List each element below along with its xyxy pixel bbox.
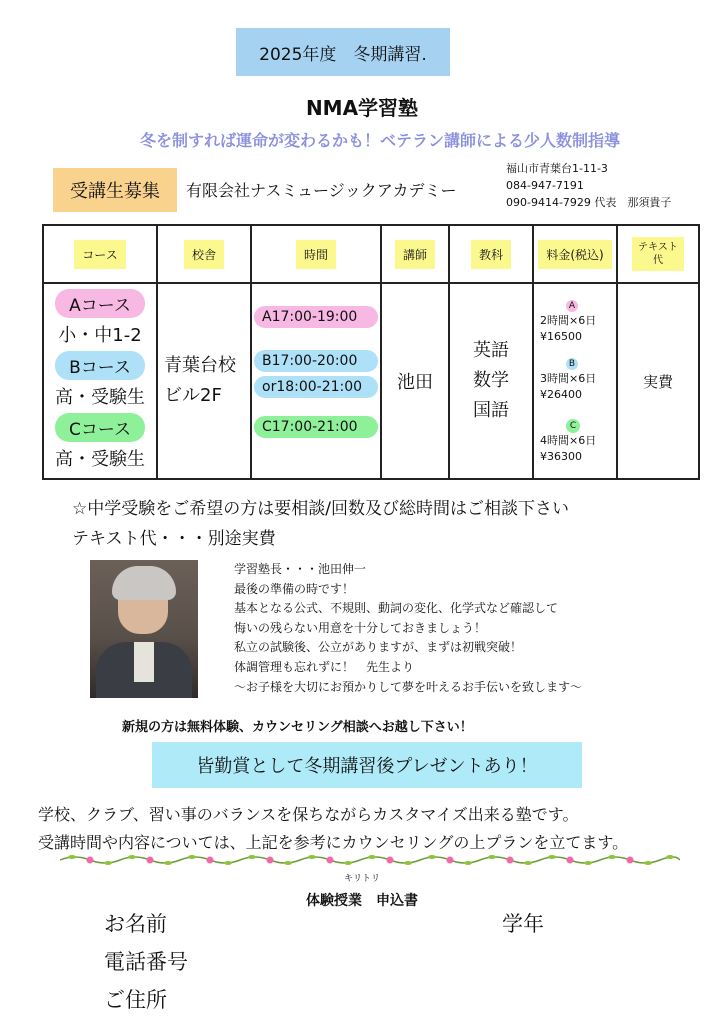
flower-vine-divider	[60, 852, 680, 868]
course-c-target: 高・受験生	[55, 449, 145, 470]
header-time	[251, 225, 381, 283]
award-text: 皆勤賞として冬期講習後プレゼントあり！	[196, 756, 538, 777]
header-campus-label: 校舎	[184, 240, 224, 269]
form-name-label: お名前	[104, 912, 167, 936]
textbook-cost-cell: 実費	[617, 283, 699, 479]
school-name: NMA学習塾	[305, 96, 419, 120]
table-header-row	[43, 225, 699, 283]
message-line: 体調管理も忘れずに！ 先生より	[234, 659, 415, 674]
contact-phone-2: 090-9414-7929 代表 那須貴子	[506, 196, 672, 209]
photo-hair-shape	[112, 566, 176, 600]
fee-b	[540, 355, 616, 403]
header-time-label: 時間	[296, 240, 336, 269]
company-name: 有限会社ナスミュージックアカデミー	[186, 181, 457, 200]
textbook-note: テキスト代・・・別途実費	[72, 529, 276, 549]
course-b-target: 高・受験生	[55, 387, 145, 408]
free-trial-note: 新規の方は無料体験、カウンセリング相談へお越し下さい！	[122, 720, 473, 735]
message-line: 学習塾長・・・池田伸一	[234, 562, 367, 576]
recruit-label: 受講生募集	[70, 181, 160, 202]
fee-a-mark: A	[566, 300, 578, 312]
campus-cell	[157, 283, 251, 479]
fee-b-price: ¥26400	[540, 388, 582, 401]
fee-c	[540, 417, 616, 465]
header-teacher	[381, 225, 449, 283]
fee-c-price: ¥36300	[540, 450, 582, 463]
teacher-cell: 池田	[381, 283, 449, 479]
message-line: 悔いの残らない用意を十分しておきましょう！	[234, 620, 487, 635]
term-title: 2025年度 冬期講習.	[259, 44, 427, 65]
fee-b-hours: 3時間×6日	[540, 372, 597, 385]
contact-address: 福山市青葉台1-11-3	[506, 162, 608, 175]
description-line-1: 学校、クラブ、習い事のバランスを保ちながらカスタマイズ出来る塾です。	[38, 805, 579, 824]
message-line: 基本となる公式、不規則、動詞の変化、化学式など確認して	[234, 601, 559, 616]
header-course	[43, 225, 157, 283]
header-fee	[533, 225, 617, 283]
message-line: 〜お子様を大切にお預かりして夢を叶えるお手伝いを致します〜	[234, 679, 583, 694]
course-list	[43, 283, 157, 479]
campus-line2: ビル2F	[164, 385, 222, 406]
term-title-box	[236, 28, 450, 76]
message-line: 最後の準備の時です！	[234, 581, 355, 596]
time-cell	[251, 283, 381, 479]
form-phone-label: 電話番号	[104, 950, 188, 974]
exam-consult-note: ☆中学受験をご希望の方は要相談/回数及び総時間はご相談下さい	[72, 499, 569, 519]
form-grade-label: 学年	[502, 912, 544, 936]
table-row	[43, 283, 699, 479]
principal-message	[234, 560, 582, 697]
course-c-name: Cコース	[55, 413, 145, 442]
subject-math: 数学	[473, 370, 509, 391]
principal-photo	[90, 560, 198, 698]
header-fee-label: 料金(税込)	[538, 240, 611, 269]
fee-b-mark: B	[566, 358, 578, 370]
header-course-label: コース	[74, 240, 125, 269]
subject-english: 英語	[473, 340, 509, 361]
time-b1: B17:00-20:00	[254, 350, 378, 372]
catchphrase: 冬を制すれば運命が変わるかも！ベテラン講師による少人数制指導	[139, 131, 620, 150]
header-textbook-line2: 代	[653, 255, 663, 266]
header-subject-label: 教科	[471, 240, 511, 269]
header-subject	[449, 225, 533, 283]
course-a-name: Aコース	[55, 289, 145, 318]
subject-japanese: 国語	[473, 400, 509, 421]
fee-c-hours: 4時間×6日	[540, 434, 597, 447]
header-textbook-line1: テキスト	[638, 242, 678, 253]
campus-line1: 青葉台校	[164, 355, 236, 376]
cut-line-label: キリトリ	[343, 874, 380, 884]
time-a: A17:00-19:00	[254, 306, 378, 328]
header-campus	[157, 225, 251, 283]
course-a-target: 小・中1-2	[58, 325, 142, 346]
fee-c-mark: C	[566, 419, 580, 433]
description-line-2: 受講時間や内容については、上記を参考にカウンセリングの上プランを立てます。	[38, 833, 629, 852]
award-banner	[152, 742, 582, 788]
header-textbook-label	[632, 237, 684, 271]
message-line: 私立の試験後、公立がありますが、まずは初戦突破！	[234, 640, 523, 655]
recruit-badge	[53, 168, 177, 212]
subjects-cell	[449, 283, 533, 479]
header-teacher-label: 講師	[395, 240, 435, 269]
header-textbook	[617, 225, 699, 283]
fee-cell	[533, 283, 617, 479]
fee-a	[540, 297, 616, 345]
course-b-name: Bコース	[55, 351, 145, 380]
time-c: C17:00-21:00	[254, 416, 378, 438]
fee-a-hours: 2時間×6日	[540, 314, 597, 327]
course-table	[42, 224, 700, 480]
time-b2: or18:00-21:00	[254, 376, 378, 398]
application-form-title: 体験授業 申込書	[306, 893, 418, 909]
contact-info	[506, 160, 671, 211]
form-address-label: ご住所	[104, 988, 167, 1012]
photo-shirt-shape	[134, 642, 154, 682]
contact-phone-1: 084-947-7191	[506, 179, 584, 192]
fee-a-price: ¥16500	[540, 330, 582, 343]
